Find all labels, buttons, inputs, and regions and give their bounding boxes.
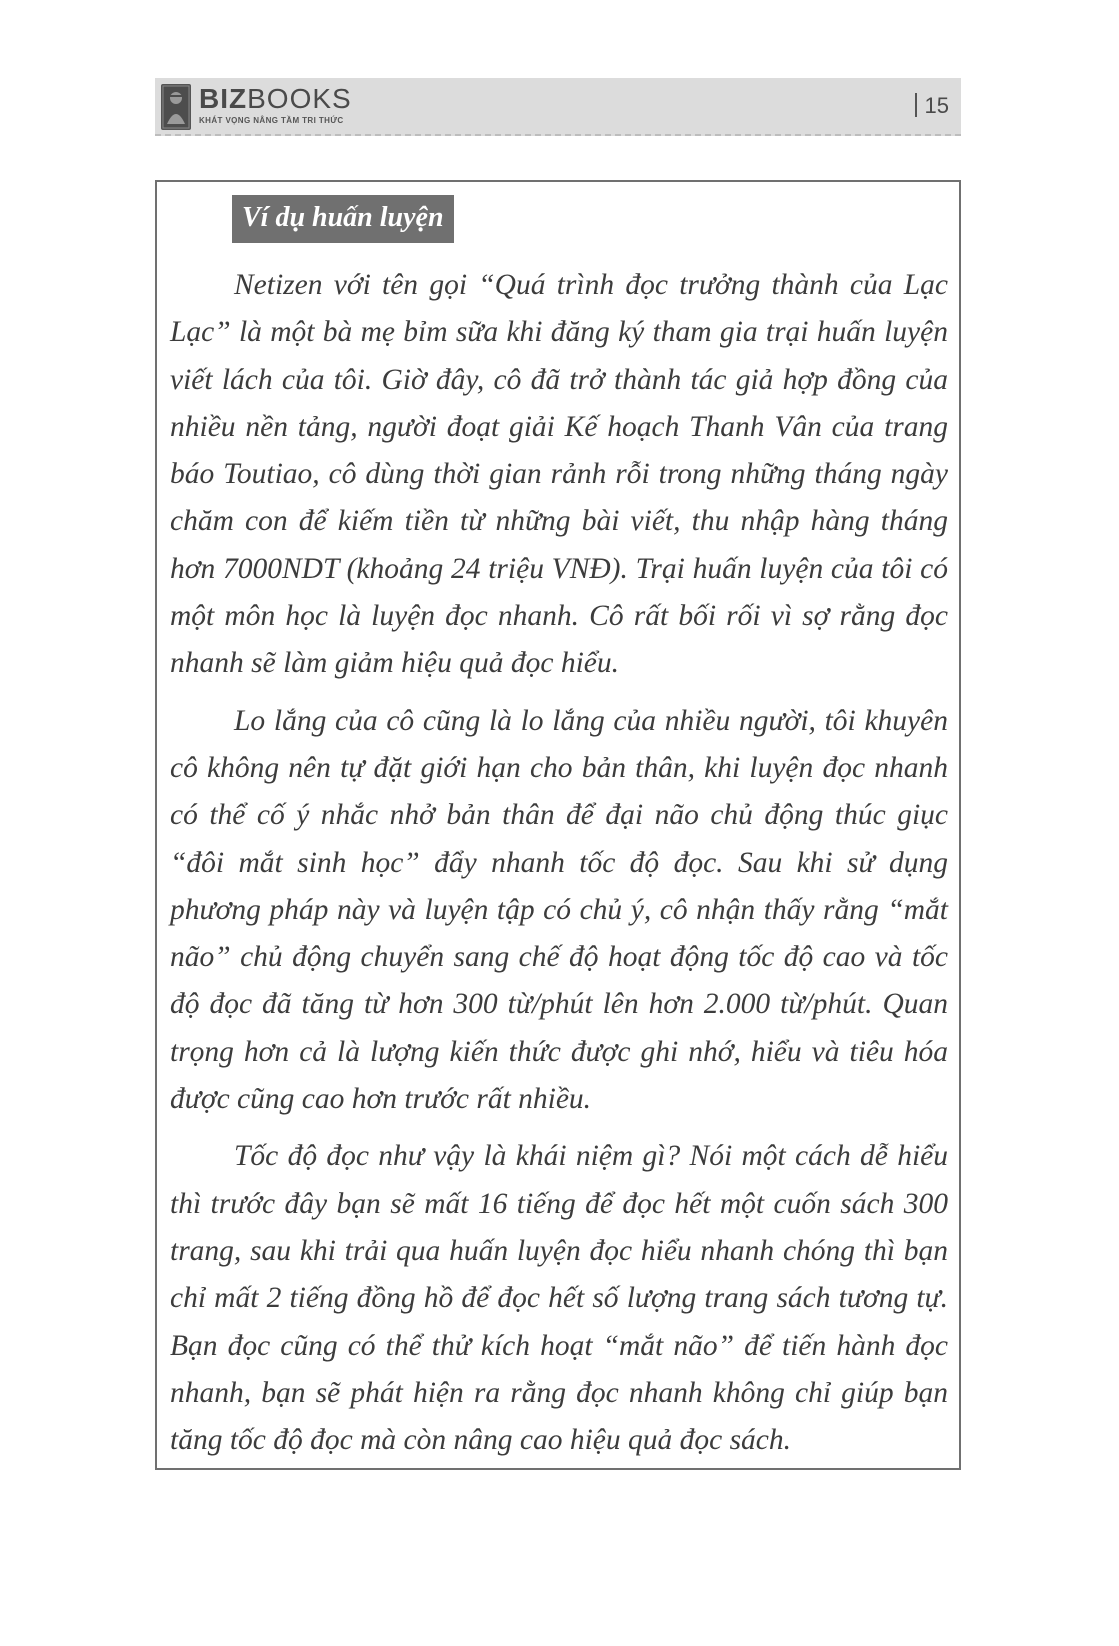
brand-bold: BIZ — [199, 83, 248, 114]
paragraph: Tốc độ đọc như vậy là khái niệm gì? Nói một cách dễ hiểu thì trước đây bạn sẽ mất 16 tiếng để đọc hết một cuốn sách 300 trang, sau khi trải qua huấn luyện đọc hiểu nhanh chóng thì bạn chỉ mất 2 tiếng đồng hồ để đọc hết số lượng trang sách tương tự. Bạn đọc cũng có thể thử kích hoạt “mắt não” để tiến hành đọc nhanh, bạn sẽ phát hiện ra rằng đọc nhanh không chỉ giúp bạn tăng tốc độ đọc mà còn nâng cao hiệu quả đọc sách. — [170, 1140, 948, 1457]
page-number-value: 15 — [924, 93, 949, 118]
box-heading: Ví dụ huấn luyện — [232, 195, 454, 243]
brand-tagline: KHÁT VỌNG NÂNG TẦM TRI THỨC — [199, 116, 344, 125]
bizbooks-logo-icon — [161, 84, 191, 130]
box-content — [170, 262, 948, 1474]
paragraph: Netizen với tên gọi “Quá trình đọc trưởng thành của Lạc Lạc” là một bà mẹ bỉm sữa khi đăng ký tham gia trại huấn luyện viết lách của tôi. Giờ đây, cô đã trở thành tác giả hợp đồng của nhiều nền tảng, người đoạt giải Kế hoạch Thanh Vân của trang báo Toutiao, cô dùng thời gian rảnh rỗi trong những tháng ngày chăm con để kiếm tiền từ những bài viết, thu nhập hàng tháng hơn 7000NDT (khoảng 24 triệu VNĐ). Trại huấn luyện của tôi có một môn học là luyện đọc nhanh. Cô rất bối rối vì sợ rằng đọc nhanh sẽ làm giảm hiệu quả đọc hiểu. — [170, 269, 948, 680]
paragraph: Lo lắng của cô cũng là lo lắng của nhiều người, tôi khuyên cô không nên tự đặt giới hạn cho bản thân, khi luyện đọc nhanh có thể cố ý nhắc nhở bản thân để đại não chủ động thúc giục “đôi mắt sinh học” đẩy nhanh tốc độ đọc. Sau khi sử dụng phương pháp này và luyện tập có chủ ý, cô nhận thấy rằng “mắt não” chủ động chuyển sang chế độ hoạt động tốc độ cao và tốc độ đọc đã tăng từ hơn 300 từ/phút lên hơn 2.000 từ/phút. Quan trọng hơn cả là lượng kiến thức được ghi nhớ, hiểu và tiêu hóa được cũng cao hơn trước rất nhiều. — [170, 704, 948, 1116]
page-number — [915, 92, 949, 120]
page-number-divider — [915, 93, 917, 117]
brand-light: BOOKS — [247, 83, 352, 114]
brand-name — [199, 82, 352, 116]
page-header — [155, 78, 961, 136]
